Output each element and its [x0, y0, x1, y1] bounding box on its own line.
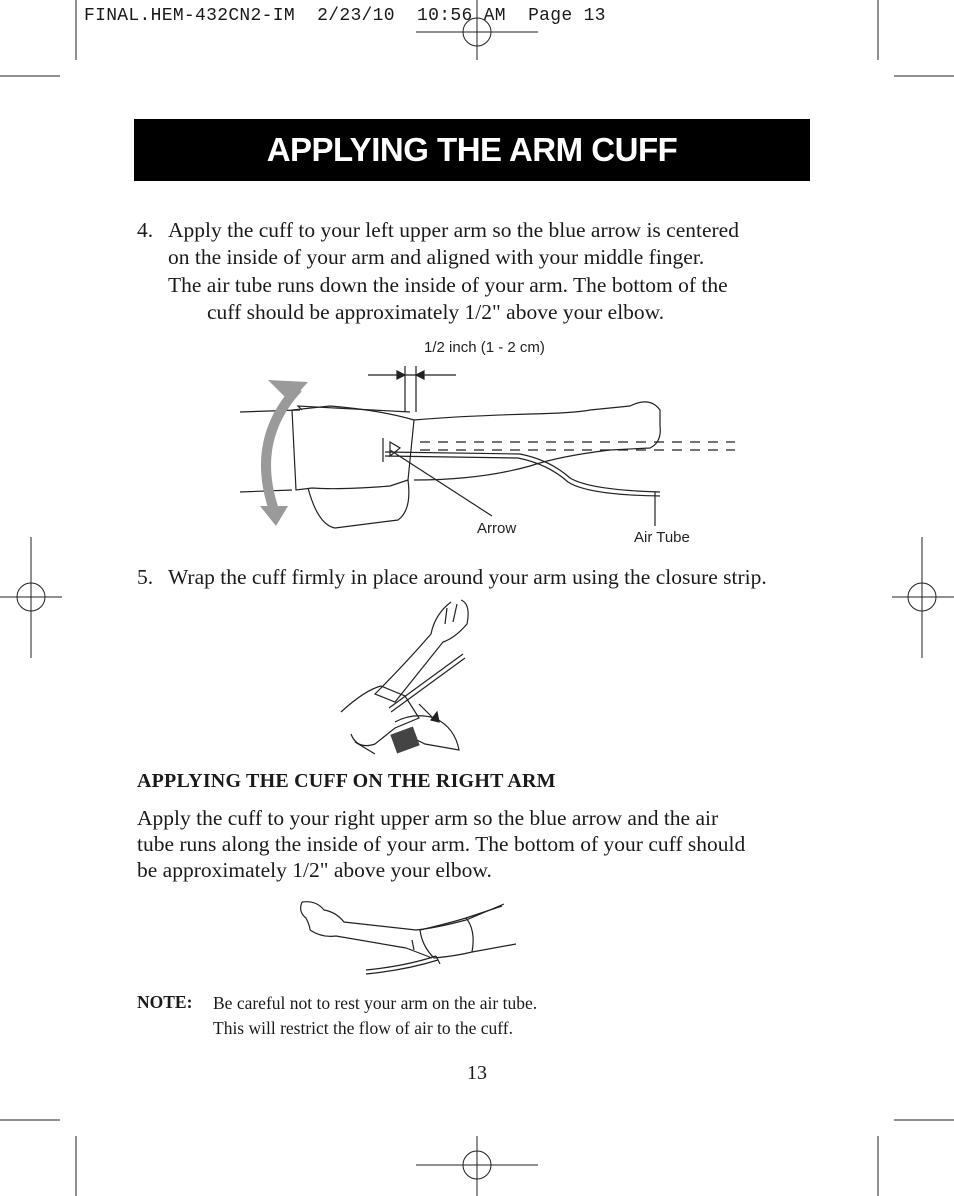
printer-slug-line: FINAL.HEM-432CN2-IM 2/23/10 10:56 AM Page 13: [84, 6, 606, 26]
note-text-line: This will restrict the flow of air to the cuff.: [213, 1018, 514, 1038]
step-number: 4.: [137, 218, 154, 242]
step-text-line: Wrap the cuff firmly in place around your arm using the closure strip.: [168, 565, 767, 589]
step-number: 5.: [137, 565, 154, 589]
step-text-line: The air tube runs down the inside of your arm. The bottom of the: [168, 273, 728, 297]
figure-wrap-cuff: [335, 594, 475, 764]
step-text-line: Apply the cuff to your left upper arm so the blue arrow is centered: [168, 218, 739, 242]
page-number: 13: [467, 1062, 487, 1084]
page-title: APPLYING THE ARM CUFF: [266, 131, 678, 168]
step-text-line: on the inside of your arm and aligned with your middle finger.: [168, 245, 705, 269]
note-label: NOTE:: [137, 992, 193, 1012]
figure-right-arm: [296, 896, 526, 986]
note-text-line: Be careful not to rest your arm on the air tube.: [213, 993, 538, 1013]
title-banner: [134, 119, 810, 181]
step-text-line: cuff should be approximately 1/2" above your elbow.: [207, 300, 665, 324]
paragraph-line: Apply the cuff to your right upper arm so the blue arrow and the air: [137, 806, 719, 830]
air-tube-label: Air Tube: [634, 529, 690, 546]
section-heading: APPLYING THE CUFF ON THE RIGHT ARM: [137, 770, 556, 792]
paragraph-line: tube runs along the inside of your arm. The bottom of your cuff should: [137, 832, 746, 856]
paragraph-line: be approximately 1/2" above your elbow.: [137, 858, 492, 882]
arrow-label: Arrow: [477, 520, 517, 537]
measurement-label: 1/2 inch (1 - 2 cm): [424, 339, 545, 356]
